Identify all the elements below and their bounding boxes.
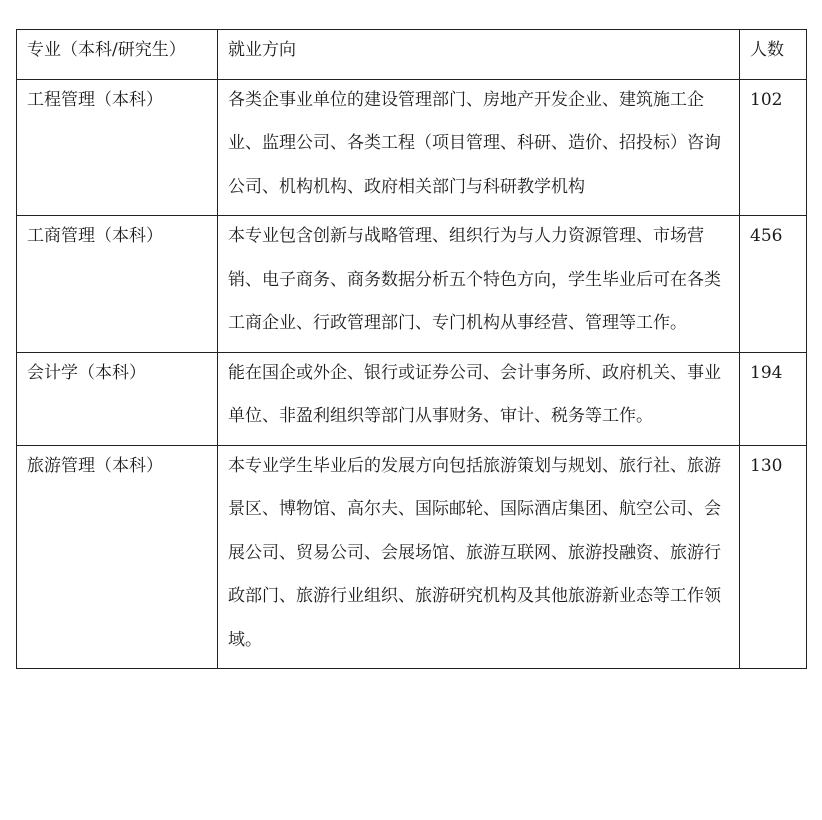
header-major: 专业（本科/研究生） xyxy=(17,30,218,80)
employment-table xyxy=(16,29,807,669)
table-row xyxy=(17,352,807,445)
major-cell: 工商管理（本科） xyxy=(17,216,218,353)
count-cell: 130 xyxy=(740,445,807,669)
header-count: 人数 xyxy=(740,30,807,80)
table-row xyxy=(17,445,807,669)
direction-cell: 本专业学生毕业后的发展方向包括旅游策划与规划、旅行社、旅游景区、博物馆、高尔夫、国际邮轮、国际酒店集团、航空公司、会展公司、贸易公司、会展场馆、旅游互联网、旅游投融资、旅游行政部门、旅游行业组织、旅游研究机构及其他旅游新业态等工作领域。 xyxy=(218,445,740,669)
major-cell: 会计学（本科） xyxy=(17,352,218,445)
count-cell: 194 xyxy=(740,352,807,445)
header-direction: 就业方向 xyxy=(218,30,740,80)
direction-cell: 本专业包含创新与战略管理、组织行为与人力资源管理、市场营销、电子商务、商务数据分析五个特色方向，学生毕业后可在各类工商企业、行政管理部门、专门机构从事经营、管理等工作。 xyxy=(218,216,740,353)
table-row xyxy=(17,216,807,353)
direction-cell: 能在国企或外企、银行或证券公司、会计事务所、政府机关、事业单位、非盈利组织等部门从事财务、审计、税务等工作。 xyxy=(218,352,740,445)
count-cell: 456 xyxy=(740,216,807,353)
direction-cell: 各类企事业单位的建设管理部门、房地产开发企业、建筑施工企业、监理公司、各类工程（项目管理、科研、造价、招投标）咨询公司、机构机构、政府相关部门与科研教学机构 xyxy=(218,79,740,216)
header-row xyxy=(17,30,807,80)
major-cell: 旅游管理（本科） xyxy=(17,445,218,669)
table-row xyxy=(17,79,807,216)
major-cell: 工程管理（本科） xyxy=(17,79,218,216)
count-cell: 102 xyxy=(740,79,807,216)
